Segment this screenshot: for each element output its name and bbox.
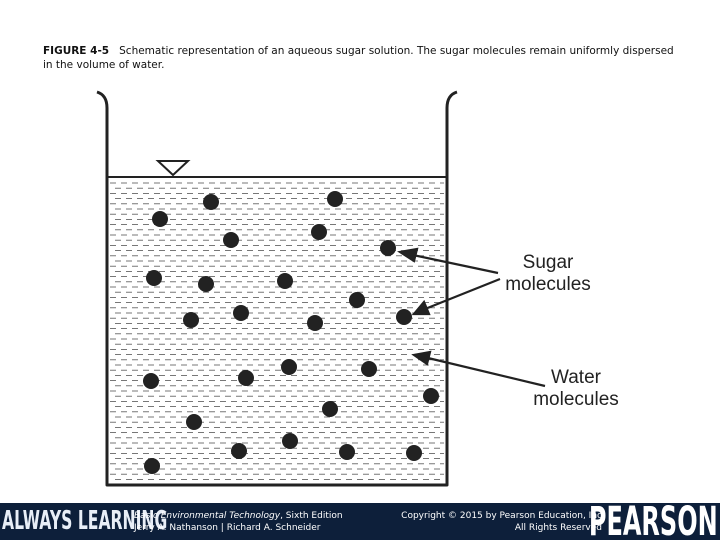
- water-dashes: [110, 183, 444, 479]
- always-learning-logo: ALWAYS LEARNING: [2, 506, 168, 536]
- water-label-line2: molecules: [533, 389, 619, 410]
- sugar-molecule: [380, 240, 396, 256]
- sugar-molecule: [406, 445, 422, 461]
- copyright-text: Copyright © 2015 by Pearson Education, Inc: [401, 511, 602, 521]
- sugar-molecule: [311, 224, 327, 240]
- sugar-molecule: [233, 305, 249, 321]
- sugar-molecules: [143, 191, 439, 474]
- footer-bar: [0, 499, 720, 545]
- water-level-symbol: [158, 161, 188, 175]
- sugar-label-line2: molecules: [505, 274, 591, 295]
- water-molecules-label: [524, 367, 628, 411]
- sugar-arrow-1-head: [400, 249, 417, 261]
- sugar-arrow-1: [413, 255, 498, 273]
- sugar-molecule: [152, 211, 168, 227]
- sugar-molecule: [349, 292, 365, 308]
- sugar-molecule: [183, 312, 199, 328]
- beaker-outline: [97, 92, 457, 485]
- sugar-molecule: [144, 458, 160, 474]
- sugar-label-line1: Sugar: [522, 252, 574, 273]
- sugar-molecule: [361, 361, 377, 377]
- book-authors: Jerry A. Nathanson | Richard A. Schneider: [134, 522, 321, 533]
- figure-caption-text: Schematic representation of an aqueous sugar solution. The sugar molecules remain uniformly dispersed in the volume of water.: [43, 45, 674, 71]
- sugar-molecules-label: [496, 252, 600, 296]
- water-arrow-head: [414, 352, 430, 364]
- sugar-molecule: [203, 194, 219, 210]
- sugar-molecule: [186, 414, 202, 430]
- sugar-molecule: [223, 232, 239, 248]
- copyright-info: [401, 511, 602, 534]
- sugar-arrow-2-head: [414, 302, 429, 314]
- rights-text: All Rights Reserved: [514, 522, 602, 533]
- sugar-molecule: [238, 370, 254, 386]
- sugar-molecule: [307, 315, 323, 331]
- figure-number: FIGURE 4-5: [43, 45, 110, 57]
- sugar-molecule: [281, 359, 297, 375]
- sugar-molecule: [339, 444, 355, 460]
- water-label-line1: Water: [551, 367, 601, 388]
- sugar-molecule: [198, 276, 214, 292]
- pearson-logo: PEARSON: [589, 499, 718, 545]
- sugar-molecule: [277, 273, 293, 289]
- sugar-molecule: [322, 401, 338, 417]
- sugar-molecule: [231, 443, 247, 459]
- sugar-molecule: [396, 309, 412, 325]
- book-title: Basic Environmental Technology: [134, 511, 281, 521]
- sugar-molecule: [282, 433, 298, 449]
- book-edition: , Sixth Edition: [280, 511, 343, 521]
- sugar-molecule: [146, 270, 162, 286]
- sugar-arrow-2: [425, 279, 500, 309]
- sugar-molecule: [327, 191, 343, 207]
- book-info: [134, 511, 343, 534]
- sugar-molecule: [423, 388, 439, 404]
- sugar-molecule: [143, 373, 159, 389]
